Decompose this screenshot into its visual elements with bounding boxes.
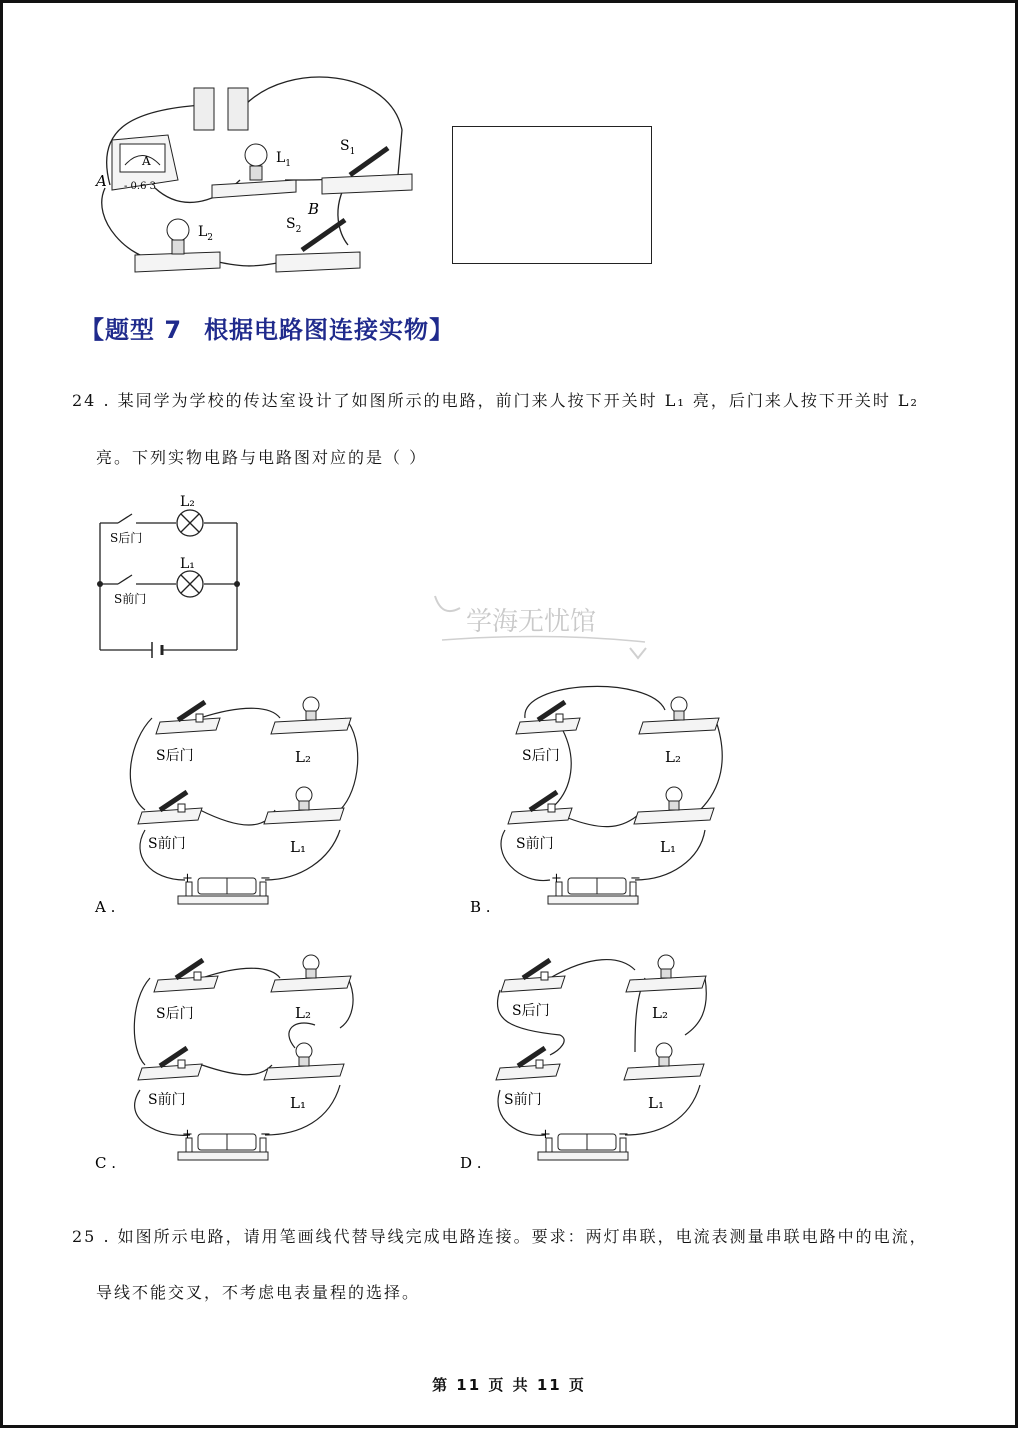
svg-text:L₂: L₂ <box>295 748 311 766</box>
svg-text:−: − <box>618 1127 629 1142</box>
ammeter-icon <box>112 135 178 192</box>
svg-text:S后门: S后门 <box>156 1006 194 1022</box>
wire <box>102 188 160 260</box>
options-figures <box>90 680 910 1180</box>
svg-text:S前门: S前门 <box>504 1092 542 1108</box>
option-D-label: D . <box>460 1154 482 1172</box>
battery <box>228 88 248 130</box>
label-L1: $L_1$ <box>276 150 292 169</box>
schematic-label-L1: L₁ <box>180 556 195 572</box>
wire <box>245 77 402 175</box>
svg-text:+: + <box>540 1127 551 1142</box>
option-A-figure <box>94 697 358 916</box>
svg-text:S前门: S前门 <box>516 836 554 852</box>
svg-text:L₂: L₂ <box>665 748 681 766</box>
svg-text:L₁: L₁ <box>660 838 676 856</box>
svg-text:S后门: S后门 <box>512 1003 550 1019</box>
svg-text:A: A <box>142 154 151 168</box>
board <box>135 252 220 272</box>
svg-text:L₂: L₂ <box>652 1004 668 1022</box>
svg-text:−: − <box>630 871 641 886</box>
svg-text:S前门: S前门 <box>148 836 186 852</box>
svg-text:- 0.6 3: - 0.6 3 <box>124 181 157 192</box>
battery <box>194 88 214 130</box>
point-B-label: B <box>308 200 320 218</box>
svg-text:L₁: L₁ <box>290 838 306 856</box>
board <box>276 252 360 272</box>
svg-text:L₁: L₁ <box>290 1094 306 1112</box>
svg-text:L₂: L₂ <box>295 1004 311 1022</box>
svg-text:−: − <box>260 1127 271 1142</box>
svg-text:+: + <box>551 871 562 886</box>
answer-box <box>452 126 652 264</box>
svg-text:+: + <box>182 1127 193 1142</box>
svg-text:S后门: S后门 <box>156 748 194 764</box>
question-25-line1: 25 . 如图所示电路，请用笔画线代替导线完成电路连接。要求：两灯串联，电流表测量串联电路中的电流， <box>72 1227 928 1246</box>
label-S2: $S_2$ <box>286 216 302 235</box>
circuit-schematic <box>90 490 250 660</box>
watermark <box>430 588 660 668</box>
board <box>212 180 296 198</box>
option-D-figure <box>460 955 706 1172</box>
section-heading: 【题型 7 根据电路图连接实物】 <box>80 316 455 344</box>
schematic-label-L2: L₂ <box>180 494 195 510</box>
svg-text:−: − <box>260 871 271 886</box>
option-C-label: C . <box>95 1154 117 1172</box>
board <box>322 174 412 194</box>
question-24-line2: 亮。下列实物电路与电路图对应的是（ ） <box>96 448 428 467</box>
page-footer: 第 11 页 共 11 页 <box>432 1376 586 1394</box>
svg-text:S前门: S前门 <box>148 1092 186 1108</box>
label-S1: $S_1$ <box>340 138 356 157</box>
schematic-label-s-front: S前门 <box>114 592 147 606</box>
top-circuit-figure <box>90 70 420 280</box>
bulb-icon <box>167 219 189 241</box>
svg-text:+: + <box>182 871 193 886</box>
svg-text:L₁: L₁ <box>648 1094 664 1112</box>
bulb-icon <box>245 144 267 166</box>
wire <box>210 260 285 266</box>
option-B-label: B . <box>470 898 491 916</box>
question-25-line2: 导线不能交叉，不考虑电表量程的选择。 <box>96 1283 421 1302</box>
option-B-figure <box>470 686 722 916</box>
switch-lever <box>350 148 388 175</box>
switch-lever <box>302 220 345 250</box>
svg-text:学海无忧馆: 学海无忧馆 <box>466 607 597 637</box>
label-L2: $L_2$ <box>198 224 214 243</box>
option-C-figure <box>95 955 353 1172</box>
schematic-label-s-back: S后门 <box>110 531 143 545</box>
svg-text:S后门: S后门 <box>522 748 560 764</box>
point-A-label: A <box>96 172 107 190</box>
question-24-line1: 24 . 某同学为学校的传达室设计了如图所示的电路，前门来人按下开关时 L₁ 亮，后门来人按下开关时 L₂ <box>72 391 919 410</box>
option-A-label: A . <box>95 898 116 916</box>
